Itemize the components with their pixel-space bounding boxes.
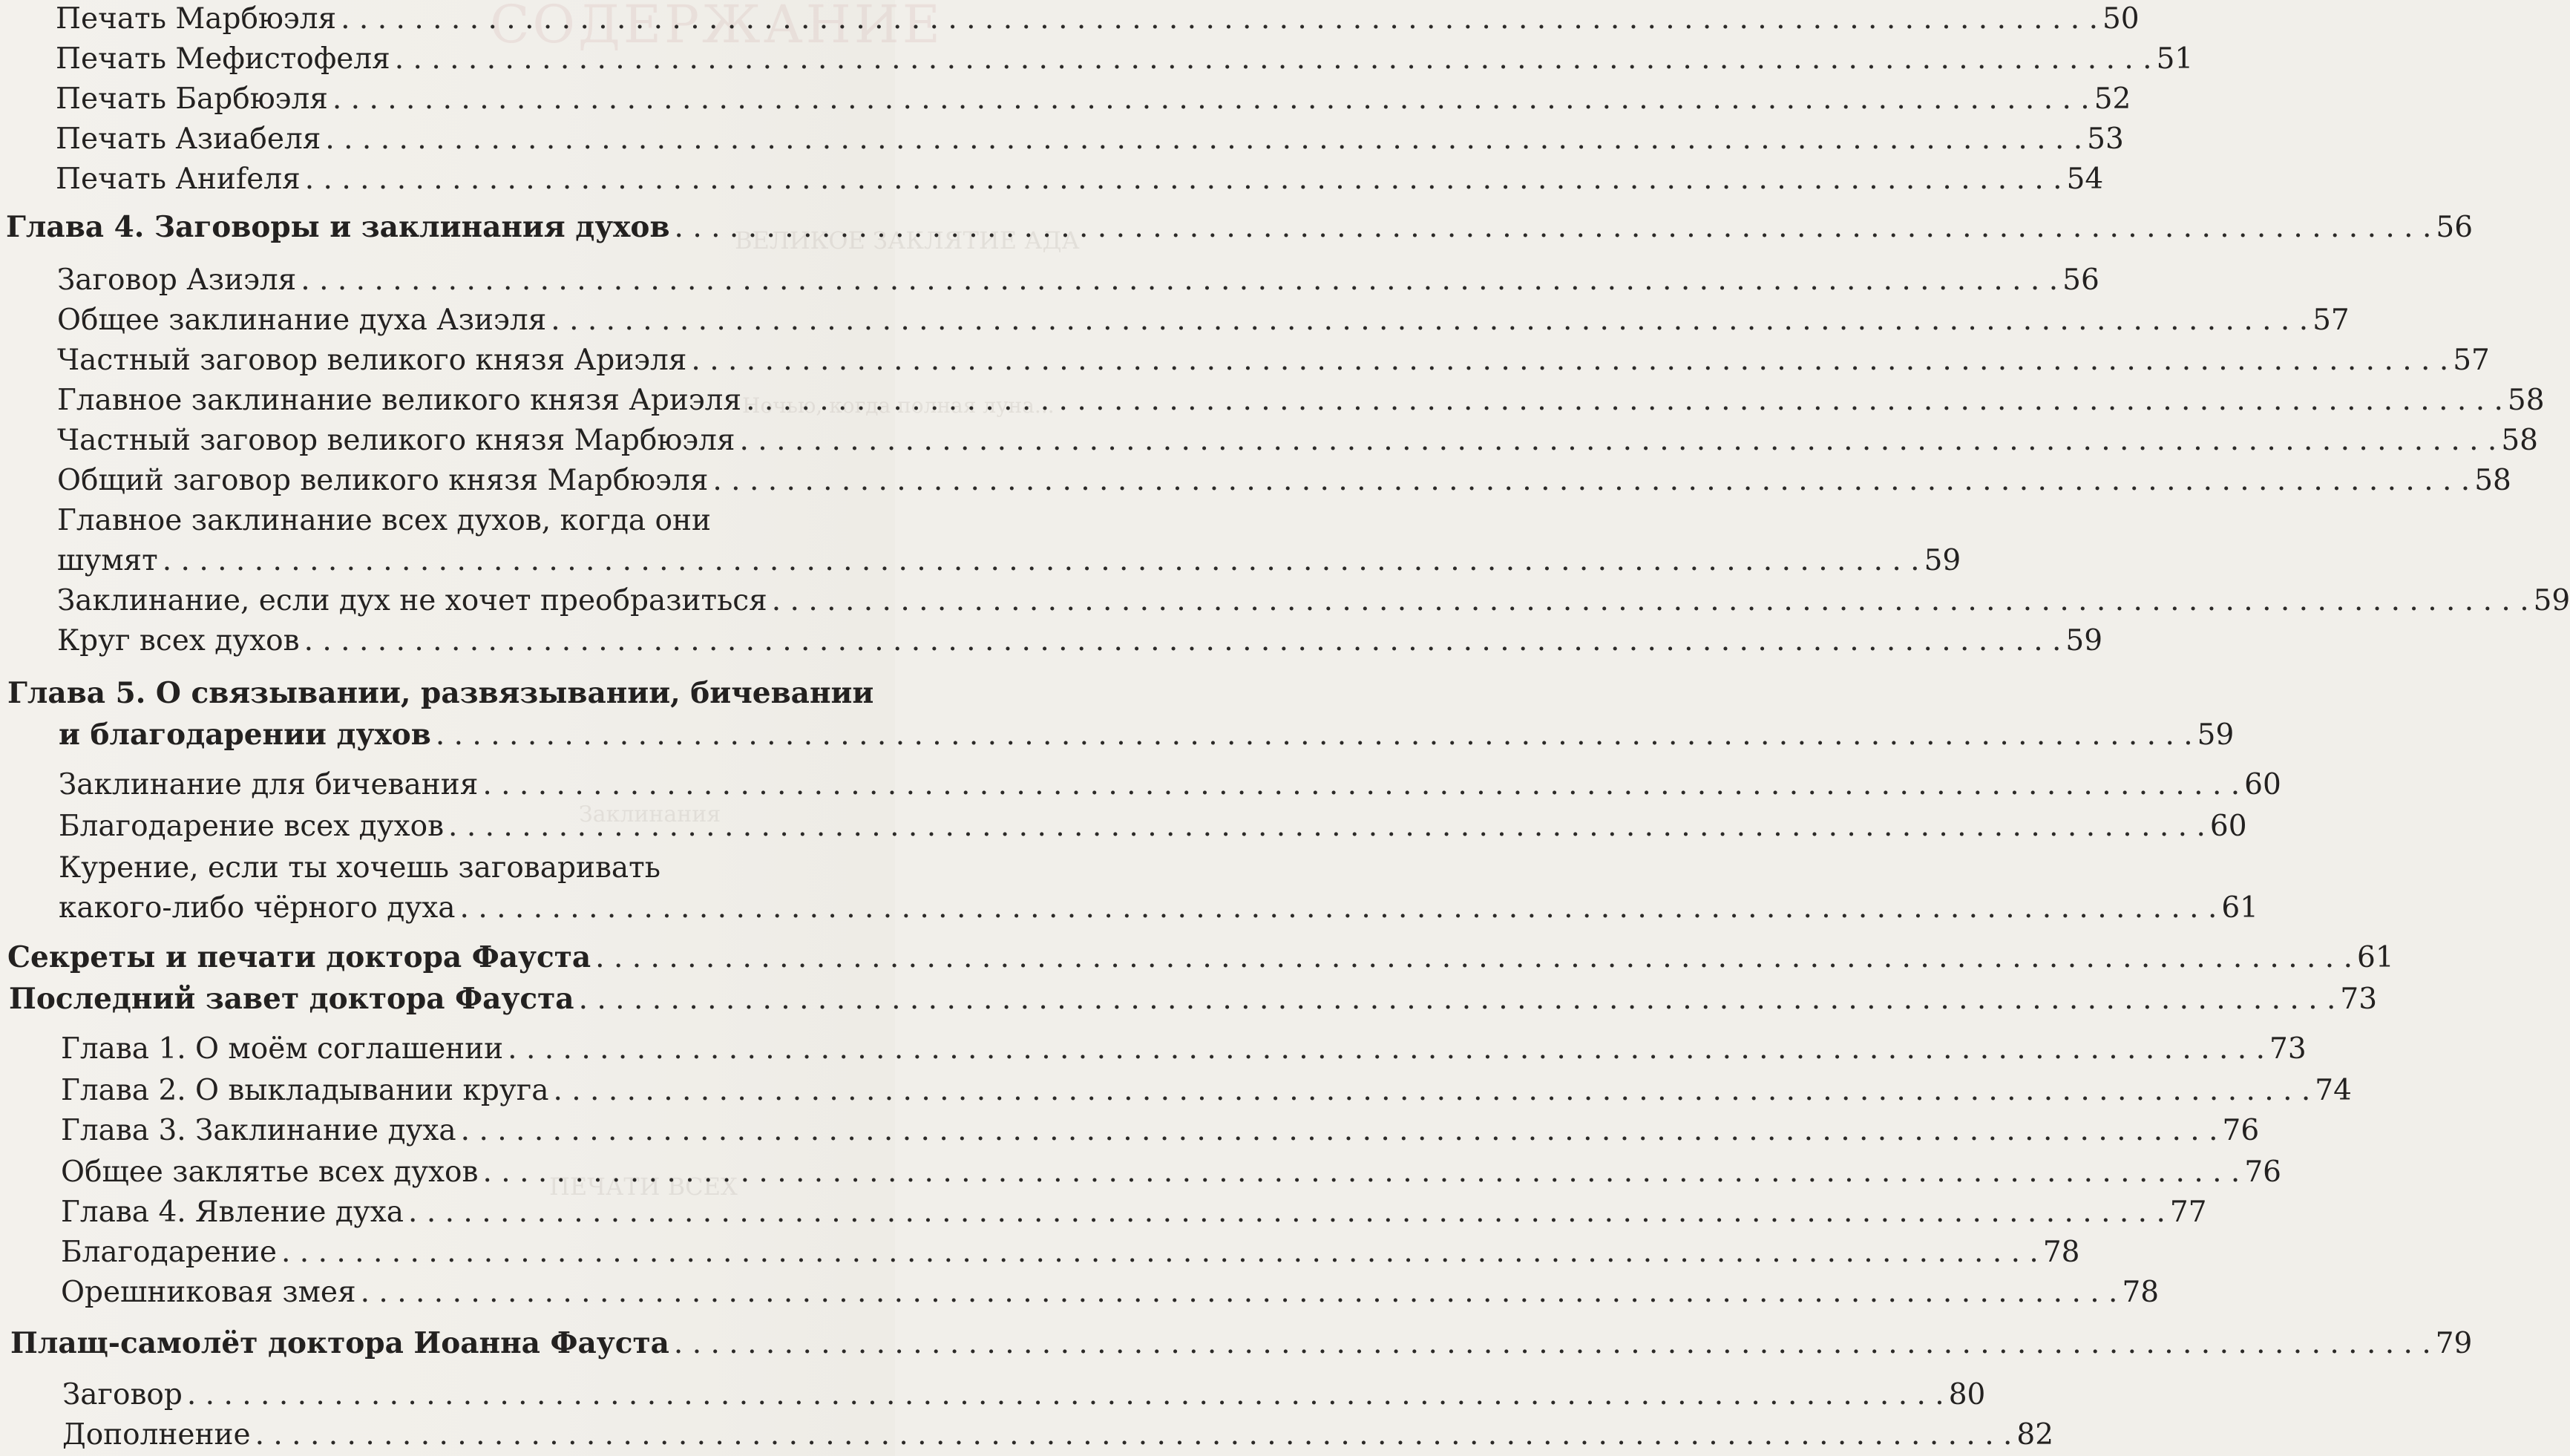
leader-dots [304,623,2062,659]
leader-dots [595,940,2353,976]
page-number: 61 [2221,891,2258,925]
page-number: 59 [2533,584,2570,617]
page-number: 60 [2209,810,2247,843]
page-number: 74 [2315,1074,2352,1107]
leader-dots [461,1113,2218,1149]
toc-entry[interactable] [59,767,2281,803]
page-number: 56 [2436,211,2474,244]
entry-title: Частный заговор великого князя Марбюэля [57,424,735,457]
leader-dots [483,1155,2240,1190]
entry-title: Заговор Азиэля [57,263,297,297]
page-number: 52 [2094,82,2131,116]
entry-title: Круг всех духов [57,624,300,658]
entry-title: Заклинание для бичевания [59,768,479,801]
page-number: 76 [2222,1114,2260,1147]
leader-dots [551,303,2308,338]
toc-entry[interactable] [57,343,2490,378]
page-number: 78 [2042,1236,2080,1269]
toc-entry[interactable] [61,1155,2281,1190]
toc-entry[interactable] [56,82,2131,117]
leader-dots [187,1377,1944,1413]
entry-title: Общий заговор великого князя Марбюэля [57,464,709,497]
entry-title: Глава 2. О выкладывании круга [61,1074,549,1107]
toc-section-entry[interactable] [10,1325,2473,1362]
leader-dots [675,210,2432,246]
entry-title: Общее заклятье всех духов [61,1155,479,1189]
page-number: 80 [1948,1378,1986,1411]
entry-title: какого-либо чёрного духа [59,891,456,925]
toc-chapter-entry[interactable] [59,717,2235,753]
leader-dots [740,423,2497,459]
toc-entry[interactable] [62,1417,2054,1453]
toc-entry[interactable] [61,1113,2260,1149]
toc-entry[interactable] [61,1032,2307,1067]
leader-dots [772,583,2529,619]
page-number: 54 [2066,163,2104,196]
toc-entry[interactable] [59,891,2258,926]
toc-entry[interactable] [56,162,2104,197]
entry-title: Благодарение всех духов [59,810,445,843]
page-number: 50 [2102,2,2140,36]
leader-dots [746,383,2503,419]
page-number: 77 [2169,1196,2207,1229]
bleed-through-text: ПЕЧАТИ ВСЕХ [549,1173,738,1201]
toc-entry[interactable] [61,1073,2352,1109]
page-number: 58 [2474,464,2511,497]
leader-dots [553,1073,2310,1109]
entry-title-first-line: Главное заклинание всех духов, когда они [57,504,712,537]
page-number: 57 [2453,344,2490,377]
section-title: Последний завет доктора Фауста [9,982,574,1016]
page-number: 59 [1924,544,1961,577]
toc-entry[interactable] [56,122,2124,157]
leader-dots [579,982,2336,1017]
page-number: 58 [2507,384,2545,417]
entry-title: Печать Азиабеля [56,122,321,156]
leader-dots [341,1,2098,37]
leader-dots [332,82,2090,117]
leader-dots [163,543,1920,579]
entry-title: Глава 3. Заклинание духа [61,1114,456,1147]
entry-title: Дополнение [62,1418,251,1452]
entry-title: Печать Барбюэля [56,82,328,116]
leader-dots [482,767,2240,803]
toc-entry[interactable] [61,1235,2080,1270]
entry-title: Печать Аниfеля [56,163,301,196]
toc-entry[interactable] [57,303,2350,338]
toc-entry[interactable] [61,1195,2207,1230]
chapter-title: и благодарении духов [59,718,431,752]
bleed-through-text: ВЕЛИКОЕ ЗАКЛЯТИЕ АДА [735,226,1080,255]
entry-title: Глава 4. Явление духа [61,1196,404,1229]
chapter-title-first-line: Глава 5. О связывании, развязывании, бичевании [7,676,874,710]
leader-dots [691,343,2448,378]
toc-entry[interactable] [61,1275,2160,1311]
toc-entry[interactable] [57,423,2538,459]
toc-entry[interactable] [57,263,2099,298]
entry-title: Благодарение [61,1236,277,1269]
section-title: Секреты и печати доктора Фауста [7,940,591,974]
page-number: 59 [2065,624,2103,658]
entry-title: Общее заклинание духа Азиэля [57,304,547,337]
leader-dots [325,122,2082,157]
page-number: 61 [2357,941,2394,974]
leader-dots [448,809,2206,845]
toc-section-entry[interactable] [9,981,2378,1017]
leader-dots [255,1417,2013,1453]
page-number: 56 [2062,263,2099,297]
page-number: 53 [2087,122,2124,156]
entry-title: Печать Мефистофеля [56,42,390,76]
page-number: 59 [2197,718,2235,752]
entry-title: Орешниковая змея [61,1276,356,1309]
toc-entry[interactable] [56,42,2194,77]
entry-title-first-line: Курение, если ты хочешь заговаривать [59,851,660,885]
toc-entry[interactable] [57,583,2570,619]
entry-title: шумят [57,544,158,577]
entry-title: Заклинание, если дух не хочет преобразиться [57,584,767,617]
page-number: 78 [2122,1276,2160,1309]
entry-title: Глава 1. О моём соглашении [61,1032,504,1066]
toc-entry[interactable] [59,809,2247,845]
bleed-through-heading: СОДЕРЖАНИЕ [490,0,943,55]
leader-dots [361,1275,2118,1311]
entry-title: Частный заговор великого князя Ариэля [57,344,687,377]
toc-entry[interactable] [57,463,2511,499]
leader-dots [408,1195,2166,1230]
leader-dots [508,1032,2265,1067]
page-number: 60 [2244,768,2281,801]
page-number: 58 [2501,424,2538,457]
leader-dots [305,162,2062,197]
toc-entry[interactable] [56,1,2140,37]
page-number: 57 [2312,304,2350,337]
toc-entry[interactable] [62,1377,1986,1413]
page-number: 76 [2244,1155,2281,1189]
entry-title: Заговор [62,1378,183,1411]
leader-dots [460,891,2217,926]
toc-section-entry[interactable] [7,939,2394,976]
leader-dots [301,263,2058,298]
toc-entry[interactable] [57,543,1961,579]
leader-dots [395,42,2152,77]
leader-dots [674,1326,2431,1362]
entry-title: Печать Марбюэля [56,2,337,36]
page-number: 73 [2269,1032,2307,1066]
bleed-through-text: Ночью, когда полная луна... [742,393,1055,418]
page-number: 82 [2016,1418,2054,1452]
entry-title: Главное заклинание великого князя Ариэля [57,384,742,417]
page-number: 79 [2435,1327,2473,1360]
leader-dots [712,463,2470,499]
section-title: Плащ-самолёт доктора Иоанна Фауста [10,1326,669,1360]
page-number: 51 [2156,42,2194,76]
toc-entry[interactable] [57,623,2103,659]
chapter-title: Глава 4. Заговоры и заклинания духов [6,210,670,244]
leader-dots [436,718,2193,753]
leader-dots [281,1235,2039,1270]
page-number: 73 [2340,983,2378,1016]
bleed-through-text: Заклинания [579,801,721,827]
